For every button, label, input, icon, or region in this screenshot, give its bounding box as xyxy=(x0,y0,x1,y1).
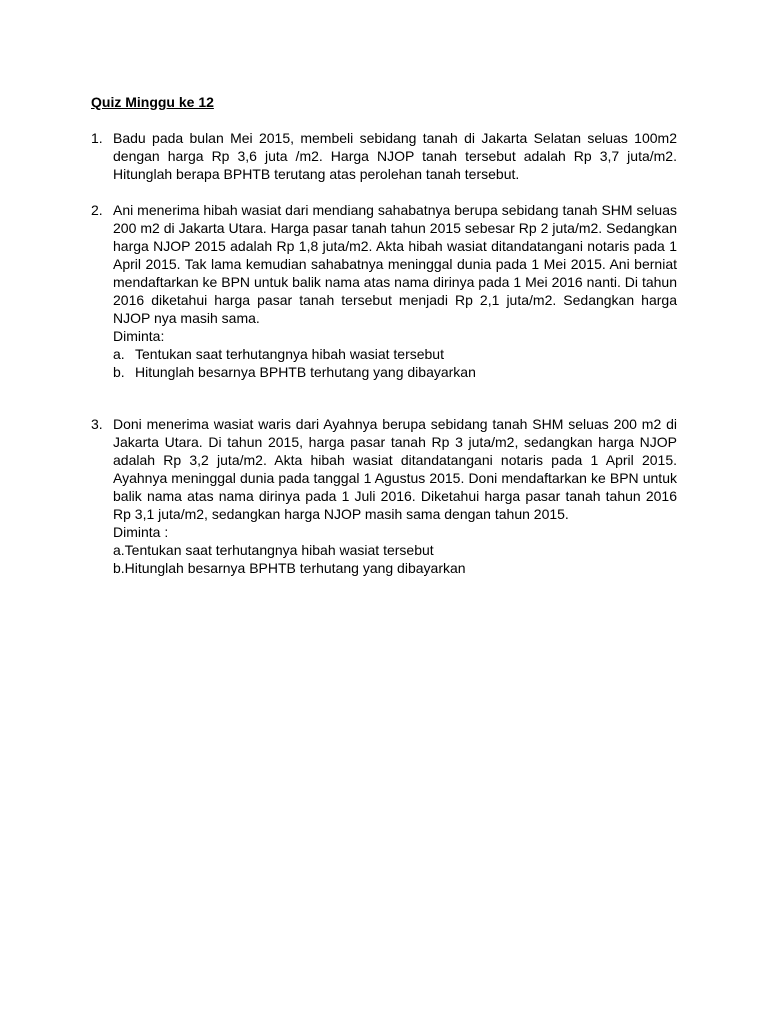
diminta-label: Diminta : xyxy=(113,524,169,540)
sub-question-text: Hitunglah besarnya BPHTB terhutang yang dibayarkan xyxy=(135,364,476,380)
sub-question-a xyxy=(113,345,677,363)
page-title: Quiz Minggu ke 12 xyxy=(91,94,214,110)
question-number: 3. xyxy=(91,416,103,432)
sub-question-letter: b. xyxy=(113,364,125,380)
sub-question-b: b.Hitunglah besarnya BPHTB terhutang yang dibayarkan xyxy=(113,560,466,576)
question-body xyxy=(113,415,677,577)
question-1 xyxy=(91,129,677,183)
sub-question-b xyxy=(113,363,677,381)
question-number: 2. xyxy=(91,202,103,218)
question-number: 1. xyxy=(91,130,103,146)
question-text: Badu pada bulan Mei 2015, membeli sebidang tanah di Jakarta Selatan seluas 100m2 dengan harga Rp 3,6 juta /m2. Harga NJOP tanah tersebut adalah Rp 3,7 juta/m2. Hitunglah berapa BPHTB terutang atas perolehan tanah tersebut. xyxy=(113,130,677,182)
sub-question-text: Tentukan saat terhutangnya hibah wasiat tersebut xyxy=(135,346,444,362)
question-text: Ani menerima hibah wasiat dari mendiang sahabatnya berupa sebidang tanah SHM seluas 200 m2 di Jakarta Utara. Harga pasar tanah tahun 2015 sebesar Rp 2 juta/m2. Sedangkan harga NJOP 2015 adalah Rp 1,8 juta/m2. Akta hibah wasiat ditandatangani notaris pada 1 April 2015. Tak lama kemudian sahabatnya meninggal dunia pada 1 Mei 2015. Ani berniat mendaftarkan ke BPN untuk balik nama atas nama dirinya pada 1 Mei 2016 nanti. Di tahun 2016 diketahui harga pasar tanah tersebut menjadi Rp 2,1 juta/m2. Sedangkan harga NJOP nya masih sama. xyxy=(113,202,677,326)
question-body xyxy=(113,129,677,183)
question-body xyxy=(113,201,677,381)
sub-question-letter: a. xyxy=(113,346,125,362)
question-text: Doni menerima wasiat waris dari Ayahnya berupa sebidang tanah SHM seluas 200 m2 di Jakarta Utara. Di tahun 2015, harga pasar tanah Rp 3 juta/m2, sedangkan harga NJOP adalah Rp 3,2 juta/m2. Akta hibah wasiat ditandatangani notaris pada 1 April 2015. Ayahnya meninggal dunia pada tanggal 1 Agustus 2015. Doni mendaftarkan ke BPN untuk balik nama atas nama dirinya pada 1 Juli 2016. Diketahui harga pasar tanah tahun 2016 Rp 3,1 juta/m2, sedangkan harga NJOP masih sama dengan tahun 2015. xyxy=(113,416,677,522)
question-3 xyxy=(91,415,677,577)
question-2 xyxy=(91,201,677,381)
diminta-label: Diminta: xyxy=(113,328,165,344)
sub-question-a: a.Tentukan saat terhutangnya hibah wasiat tersebut xyxy=(113,542,434,558)
